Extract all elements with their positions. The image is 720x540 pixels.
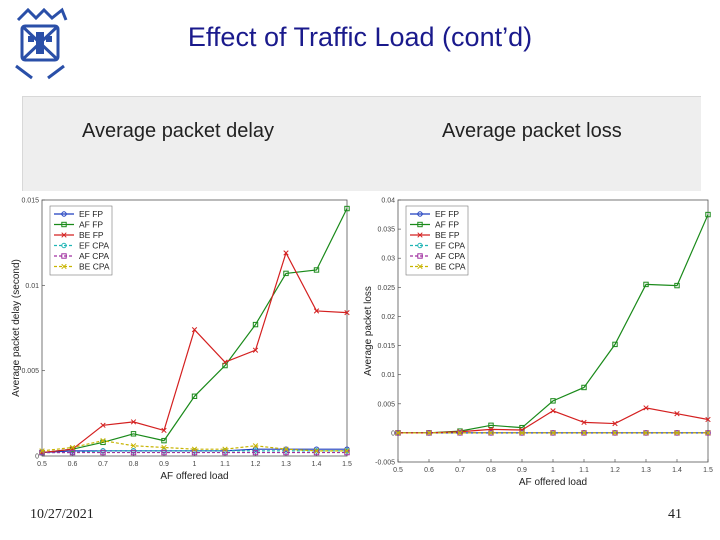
left-chart-caption: Average packet delay [82,120,274,142]
delay-x-axis-label: AF offered load [160,471,229,482]
loss-legend-label: AF FP [435,219,460,230]
delay-x-tick-label: 1 [192,461,197,468]
loss-y-tick-label: -0.005 [375,459,395,467]
loss-x-tick-label: 0.6 [424,467,434,474]
loss-legend-label: BE CPA [435,261,466,272]
loss-legend-label: EF FP [435,209,460,219]
delay-legend-label: AF CPA [79,251,110,261]
loss-chart [363,198,713,489]
loss-legend-label: AF CPA [435,251,466,261]
loss-y-tick-label: 0.03 [381,255,395,263]
loss-y-tick-label: 0.02 [381,313,395,321]
loss-x-tick-label: 1.5 [703,467,713,474]
delay-legend-label: AF FP [79,219,104,230]
delay-x-tick-label: 0.6 [67,461,78,468]
delay-x-tick-label: 0.7 [98,461,108,468]
delay-x-tick-label: 1.4 [311,461,322,468]
delay-legend [50,206,112,275]
loss-legend-label: EF CPA [435,240,466,251]
delay-y-tick-label: 0.005 [21,368,39,376]
delay-y-tick-label: 0 [35,453,39,461]
loss-x-tick-label: 0.9 [517,467,527,474]
delay-legend-label: EF FP [79,209,104,219]
delay-x-tick-label: 0.5 [37,461,47,468]
delay-legend-label: BE CPA [79,261,110,272]
slide-date: 10/27/2021 [30,507,94,522]
loss-y-axis-label: Average packet loss [363,286,374,376]
loss-x-tick-label: 1.4 [672,467,682,474]
loss-legend [406,206,468,275]
loss-legend-label: BE FP [435,230,460,240]
loss-x-tick-label: 1 [551,467,555,474]
loss-y-tick-label: 0.015 [377,343,395,351]
delay-x-tick-label: 0.8 [128,461,139,468]
slide-page-number: 41 [668,507,682,522]
loss-x-tick-label: 1.1 [579,467,589,474]
right-chart-caption: Average packet loss [442,120,622,142]
loss-x-tick-label: 0.8 [486,467,496,474]
loss-y-tick-label: 0.01 [381,372,395,380]
loss-y-tick-label: 0.005 [377,401,395,409]
loss-x-axis-label: AF offered load [518,477,588,488]
delay-y-axis-label: Average packet delay (second) [11,259,22,397]
delay-chart [11,198,352,483]
delay-y-tick-label: 0.01 [25,282,39,290]
loss-y-tick-label: 0 [391,430,395,438]
slide-title: Effect of Traffic Load (cont’d) [187,22,533,52]
delay-legend-label: EF CPA [79,240,110,251]
loss-x-tick-label: 0.7 [455,467,465,474]
loss-y-tick-label: 0.035 [377,226,395,234]
delay-x-tick-label: 0.9 [159,461,169,468]
loss-x-tick-label: 1.3 [641,467,651,474]
delay-x-tick-label: 1.1 [220,461,230,468]
loss-y-tick-label: 0.025 [377,284,395,292]
loss-x-tick-label: 1.2 [610,467,620,474]
loss-y-tick-label: 0.04 [381,197,395,205]
delay-y-tick-label: 0.015 [21,197,39,205]
loss-x-tick-label: 0.5 [393,467,403,474]
delay-x-tick-label: 1.2 [250,461,261,468]
delay-legend-label: BE FP [79,230,104,240]
delay-x-tick-label: 1.3 [281,461,291,468]
delay-x-tick-label: 1.5 [342,461,352,468]
